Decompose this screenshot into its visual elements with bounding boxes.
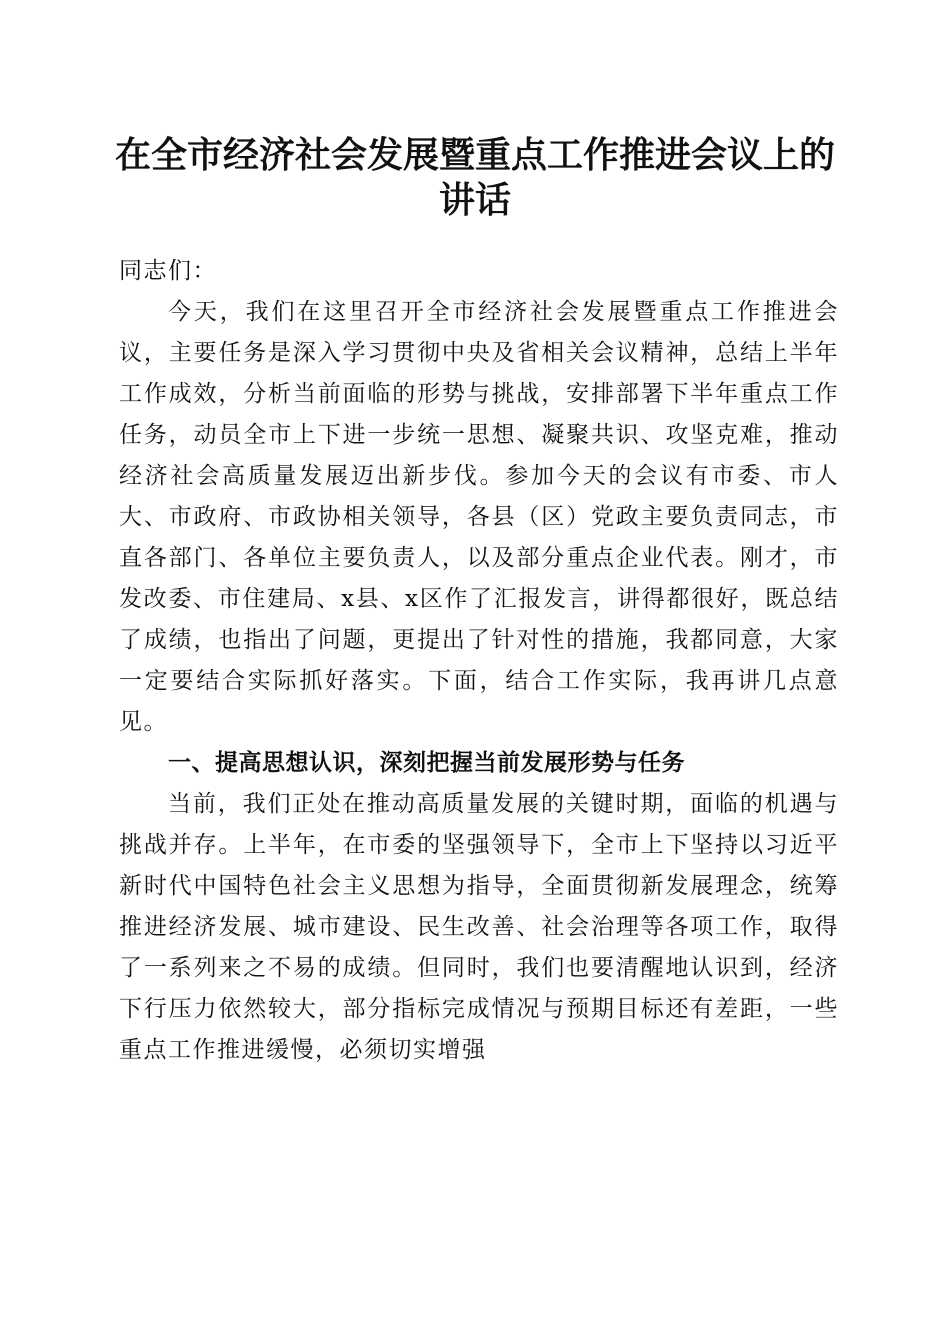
document-title: 在全市经济社会发展暨重点工作推进会议上的讲话 (114, 134, 835, 221)
salutation: 同志们： (119, 258, 217, 284)
document-body (119, 251, 839, 1071)
intro-paragraph: 今天，我们在这里召开全市经济社会发展暨重点工作推进会议，主要任务是深入学习贯彻中央及省相关会议精神，总结上半年工作成效，分析当前面临的形势与挑战，安排部署下半年重点工作任务，动员全市上下进一步统一思想、凝聚共识、攻坚克难，推动经济社会高质量发展迈出新步伐。参加今天的会议有市委、市人大、市政府、市政协相关领导，各县（区）党政主要负责同志，市直各部门、各单位主要负责人，以及部分重点企业代表。刚才，市发改委、市住建局、x县、x区作了汇报发言，讲得都很好，既总结了成绩，也指出了问题，更提出了针对性的措施，我都同意，大家一定要结合实际抓好落实。下面，结合工作实际，我再讲几点意见。 (119, 299, 839, 735)
section-paragraph: 当前，我们正处在推动高质量发展的关键时期，面临的机遇与挑战并存。上半年，在市委的坚强领导下，全市上下坚持以习近平新时代中国特色社会主义思想为指导，全面贯彻新发展理念，统筹推进经济发展、城市建设、民生改善、社会治理等各项工作，取得了一系列来之不易的成绩。但同时，我们也要清醒地认识到，经济下行压力依然较大，部分指标完成情况与预期目标还有差距，一些重点工作推进缓慢，必须切实增强 (119, 791, 839, 1063)
section-heading: 一、提高思想认识，深刻把握当前发展形势与任务 (168, 750, 685, 776)
